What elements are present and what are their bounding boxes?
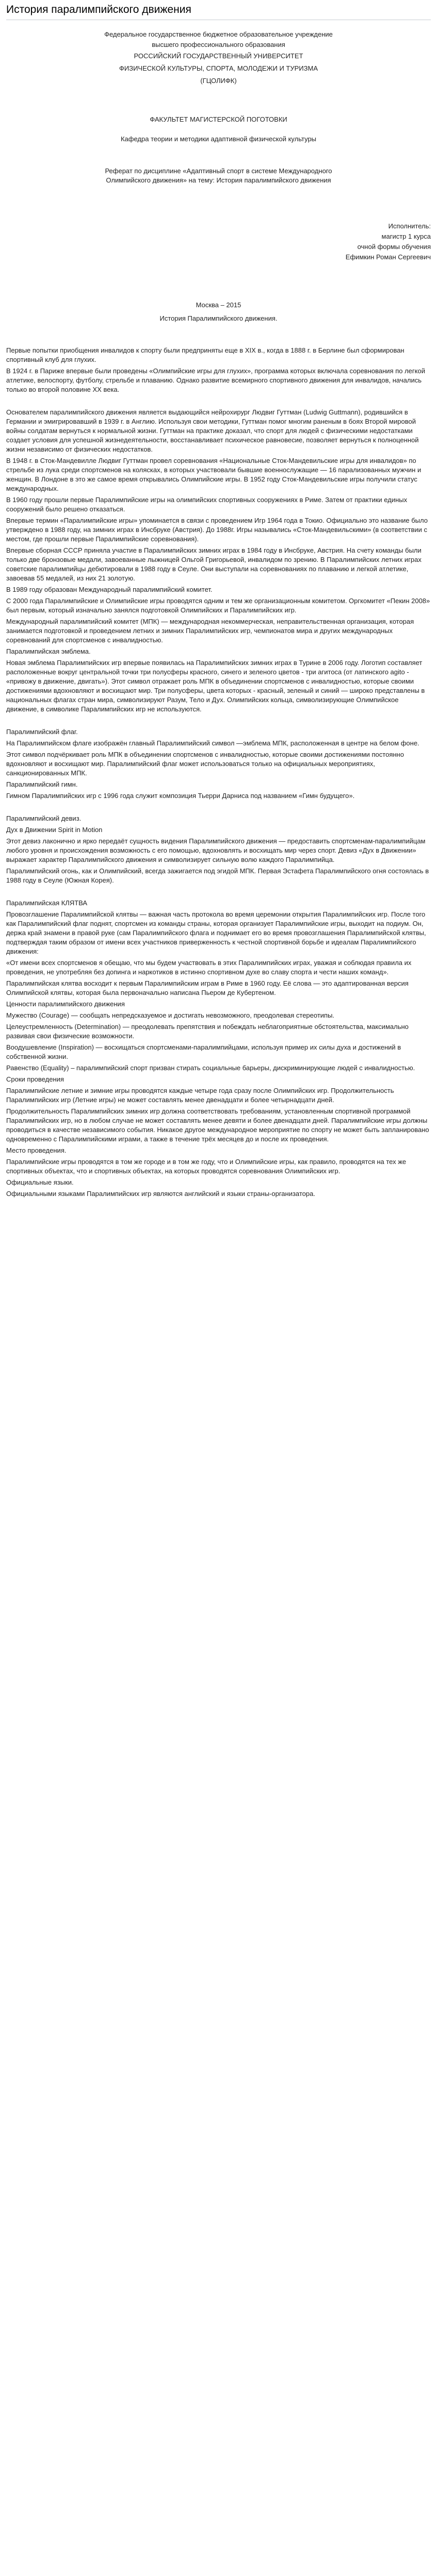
document-subtitle: История Паралимпийского движения.: [159, 314, 278, 322]
section-heading: Паралимпийский флаг.: [6, 728, 78, 736]
author-line: магистр 1 курса: [381, 232, 431, 240]
section-heading: Ценности паралимпийского движения: [6, 1000, 125, 1008]
body-paragraph: Целеустремленность (Determination) — преодолевать препятствия и побеждать неблагоприятные обстоятельства, максимально развивая свои физические возможности.: [6, 1023, 409, 1040]
header-line: РОССИЙСКИЙ ГОСУДАРСТВЕННЫЙ УНИВЕРСИТЕТ: [134, 52, 303, 60]
body-paragraph: [6, 887, 431, 896]
body-paragraph: [6, 803, 431, 812]
body-paragraph: Паралимпийская клятва восходит к первым Паралимпийским играм в Риме в 1960 году. Её слова — это адаптированная версия Олимпийской клятвы, которая была первоначально написана Пьером де Кубертеном.: [6, 979, 409, 996]
abstract-line: Олимпийского движения» на тему: История паралимпийского движения: [106, 176, 331, 184]
section-heading: Место проведения.: [6, 1146, 67, 1154]
body-paragraph: Продолжительность Паралимпийских зимних игр должна соответствовать требованиям, установленным спортивной программой Паралимпийских игр, но в любом случае не может составлять менее девяти и более двенадцати дней. Паралимпийские игры должны проводиться в качестве независимого события. Никакое другое международное мероприятие по спорту не может быть запланировано одновременно с Паралимпийскими играми, а также в течение трёх месяцев до и после их проведения.: [6, 1107, 429, 1143]
body-paragraph: В 1960 году прошли первые Паралимпийские игры на олимпийских спортивных сооружениях в Риме. Затем от практики единых сооружений было решено отказаться.: [6, 496, 408, 513]
body-paragraph: Мужество (Courage) — сообщать непредсказуемое и достигать невозможного, преодолевая стереотипы.: [6, 1011, 335, 1019]
section-heading: Паралимпийская КЛЯТВА: [6, 899, 88, 907]
body-paragraph: Впервые сборная СССР приняла участие в Паралимпийских зимних играх в 1984 году в Инсбруке, Австрия. На счету команды были только две бронзовые медали, завоеванные лыжницей Ольгой Григорьевой, инвалидом по зрению. В Паралимпийских летних играх советские паралимпийцы дебютировали в 1988 году в Сеуле. Они выступали на соревнованиях по плаванию и легкой атлетике, завоевав 55 медалей, из них 21 золотую.: [6, 546, 422, 582]
body-paragraph: [6, 716, 431, 725]
body-paragraph: В 1948 г. в Сток-Мандевилле Людвиг Гуттман провел соревнования «Национальные Сток-Мандевильские игры для инвалидов» по стрельбе из лука среди спортсменов на колясках, в которых участвовали бывшие военнослужащие — 16 парализованных мужчин и женщин. В Лондоне в это же самое время открывались Олимпийские игры. В 1952 году Сток-Мандевильские игры получили статус международных.: [6, 457, 422, 492]
body-paragraph: Воодушевление (Inspiration) — восхищаться спортсменами-паралимпийцами, используя пример их силы духа и достижений в собственной жизни.: [6, 1043, 401, 1060]
document-body: [6, 346, 431, 1199]
institution-header: [6, 29, 431, 87]
header-line: высшего профессионального образования: [152, 41, 285, 48]
section-heading: Паралимпийская эмблема.: [6, 647, 91, 655]
body-paragraph: Новая эмблема Паралимпийских игр впервые появилась на Паралимпийских зимних играх в Турине в 2006 году. Логотип составляет расположенные вокруг центральной точки три полусферы красного, синего и зеленого цветов - три агитоса (от латинского agito - «привожу в движение, двигать»). Этот символ отражает роль МПК в объединении спортсменов с инвалидностью, которые своими достижениями вдохновляют и восхищают мир. Три полусферы, цвета которых - красный, зеленый и синий — широко представлены в национальных флагах стран мира, символизируют Разум, Тело и Дух. Олимпийских кольца, символизирующие Олимпийское движение, в символике Паралимпийских игр не используются.: [6, 659, 425, 713]
body-paragraph: [6, 396, 431, 406]
body-paragraph: С 2000 года Паралимпийские и Олимпийские игры проводятся одним и тем же организационным комитетом. Оргкомитет «Пекин 2008» был первым, который изначально занялся подготовкой Олимпийских и Паралимпийских игр.: [6, 597, 430, 614]
body-paragraph: «От имени всех спортсменов я обещаю, что мы будем участвовать в этих Паралимпийских играх, уважая и соблюдая правила их проведения, не употребляя без допинга и наркотиков в истинно спортивном духе во славу спорта и чести наших команд».: [6, 959, 412, 976]
body-paragraph: Этот символ подчёркивает роль МПК в объединении спортсменов с инвалидностью, которые своими достижениями постоянно вдохновляют и восхищают мир. Паралимпийский флаг может использоваться только на официальных мероприятиях, санкционированных МПК.: [6, 751, 404, 777]
author-line: Ефимкин Роман Сергеевич: [345, 253, 431, 261]
body-paragraph: Основателем паралимпийского движения является выдающийся нейрохирург Людвиг Гуттман (Ludwig Guttmann), родившийся в Германии и эмигрировавший в 1939 г. в Англию. Используя свои методики, Гуттман помог многим раненым в боях Второй мировой войны солдатам вернуться к нормальной жизни. Гуттман на практике доказал, что спорт для людей с физическими недостатками создает условия для успешной жизнедеятельности, восстанавливает психическое равновесие, позволяет вернуться к полноценной жизни независимо от физических недостатков.: [6, 408, 419, 453]
abstract-topic: [6, 167, 431, 185]
body-paragraph: Равенство (Equality) – паралимпийский спорт призван стирать социальные барьеры, дискриминирующие людей с инвалидностью.: [6, 1064, 415, 1072]
body-paragraph: Гимном Паралимпийских игр с 1996 года служит композиция Тьерри Дарниса под названием «Гимн будущего».: [6, 792, 355, 800]
body-paragraph: Дух в Движении Spirit in Motion: [6, 826, 103, 834]
body-paragraph: Впервые термин «Паралимпийские игры» упоминается в связи с проведением Игр 1964 года в Токио. Официально это название было утверждено в 1988 году, на зимних играх в Инсбруке (Австрия). До 1988г. Игры назывались «Сток-Мандевильскими» (в соответствии с местом, где прошли первые Паралимпийские соревнования).: [6, 517, 428, 543]
body-paragraph: Международный паралимпийский комитет (МПК) — международная некоммерческая, неправительственная организация, которая занимается подготовкой и проведением летних и зимних Паралимпийских игр, чемпионатов мира и других международных соревнований для спортсменов с инвалидностью.: [6, 618, 414, 644]
faculty-name: ФАКУЛЬТЕТ МАГИСТЕРСКОЙ ПОГОТОВКИ: [150, 115, 287, 123]
page-title: История паралимпийского движения: [6, 0, 431, 20]
body-paragraph: Официальными языками Паралимпийских игр являются английский и языки страны-организатора.: [6, 1190, 315, 1198]
body-paragraph: Паралимпийские игры проводятся в том же городе и в том же году, что и Олимпийские игры, как правило, проводятся на тех же спортивных объектах, что и спортивных объектах, на которых проводятся соревнования Олимпийских игр.: [6, 1158, 407, 1175]
author-line: очной формы обучения: [357, 243, 431, 251]
author-block: [6, 221, 431, 262]
abstract-line: Реферат по дисциплине «Адаптивный спорт в системе Международного: [105, 167, 332, 175]
section-heading: Паралимпийский девиз.: [6, 815, 82, 822]
body-paragraph: Паралимпийские летние и зимние игры проводятся каждые четыре года сразу после Олимпийских игр. Продолжительность Паралимпийских игр (Летние игры) не может составлять менее двенадцати и более четырнадцати дней.: [6, 1087, 394, 1104]
department-name: Кафедра теории и методики адаптивной физической культуры: [120, 135, 317, 143]
section-heading: Паралимпийский гимн.: [6, 780, 78, 788]
body-paragraph: В 1989 году образован Международный паралимпийский комитет.: [6, 586, 213, 593]
body-paragraph: В 1924 г. в Париже впервые были проведены «Олимпийские игры для глухих», программа которых включала соревнования по легкой атлетике, велоспорту, футболу, стрельбе и плаванию. Однако развитие всемирного спортивного движения для инвалидов, начались только во второй половине XX века.: [6, 367, 425, 393]
body-paragraph: Паралимпийский огонь, как и Олимпийский, всегда зажигается под эгидой МПК. Первая Эстафета Паралимпийского огня состоялась в 1988 году в Сеуле (Южная Корея).: [6, 867, 429, 884]
body-paragraph: Этот девиз лаконично и ярко передаёт сущность видения Паралимпийского движения — предоставить спортсменам-паралимпийцам любого уровня и происхождения возможность с его помощью, вдохновлять и восхищать мир через спорт. Девиз «Дух в Движении» выражает характер Паралимпийского движения и символизирует сильную волю каждого Паралимпийца.: [6, 837, 426, 863]
body-paragraph: Провозглашение Паралимпийской клятвы — важная часть протокола во время церемонии открытия Паралимпийских игр. После того как Паралимпийский флаг поднят, спортсмен из команды страны, которая организует Паралимпийские игры, выходит на подиум. Он, держа край знамени в правой руке (сам Паралимпийского флага и поднимает его во время провозглашения Паралимпийской клятвы, подтверждая таким образом от имени всех участников приверженность к честной спортивной борьбе и идеалам Паралимпийского движения:: [6, 910, 426, 955]
header-line: Федеральное государственное бюджетное образовательное учреждение: [104, 30, 333, 38]
body-paragraph: Первые попытки приобщения инвалидов к спорту были предприняты еще в XIX в., когда в 1888 г. в Берлине был сформирован спортивный клуб для глухих.: [6, 346, 404, 363]
header-line: (ГЦОЛИФК): [200, 77, 237, 85]
place-year: Москва – 2015: [196, 301, 241, 309]
author-line: Исполнитель:: [388, 222, 431, 230]
body-paragraph: На Паралимпийском флаге изображён главный Паралимпийский символ —эмблема МПК, расположенная в центре на белом фоне.: [6, 739, 419, 747]
section-heading: Официальные языки.: [6, 1178, 74, 1186]
section-heading: Сроки проведения: [6, 1075, 64, 1083]
header-line: ФИЗИЧЕСКОЙ КУЛЬТУРЫ, СПОРТА, МОЛОДЕЖИ И ТУРИЗМА: [119, 64, 318, 72]
